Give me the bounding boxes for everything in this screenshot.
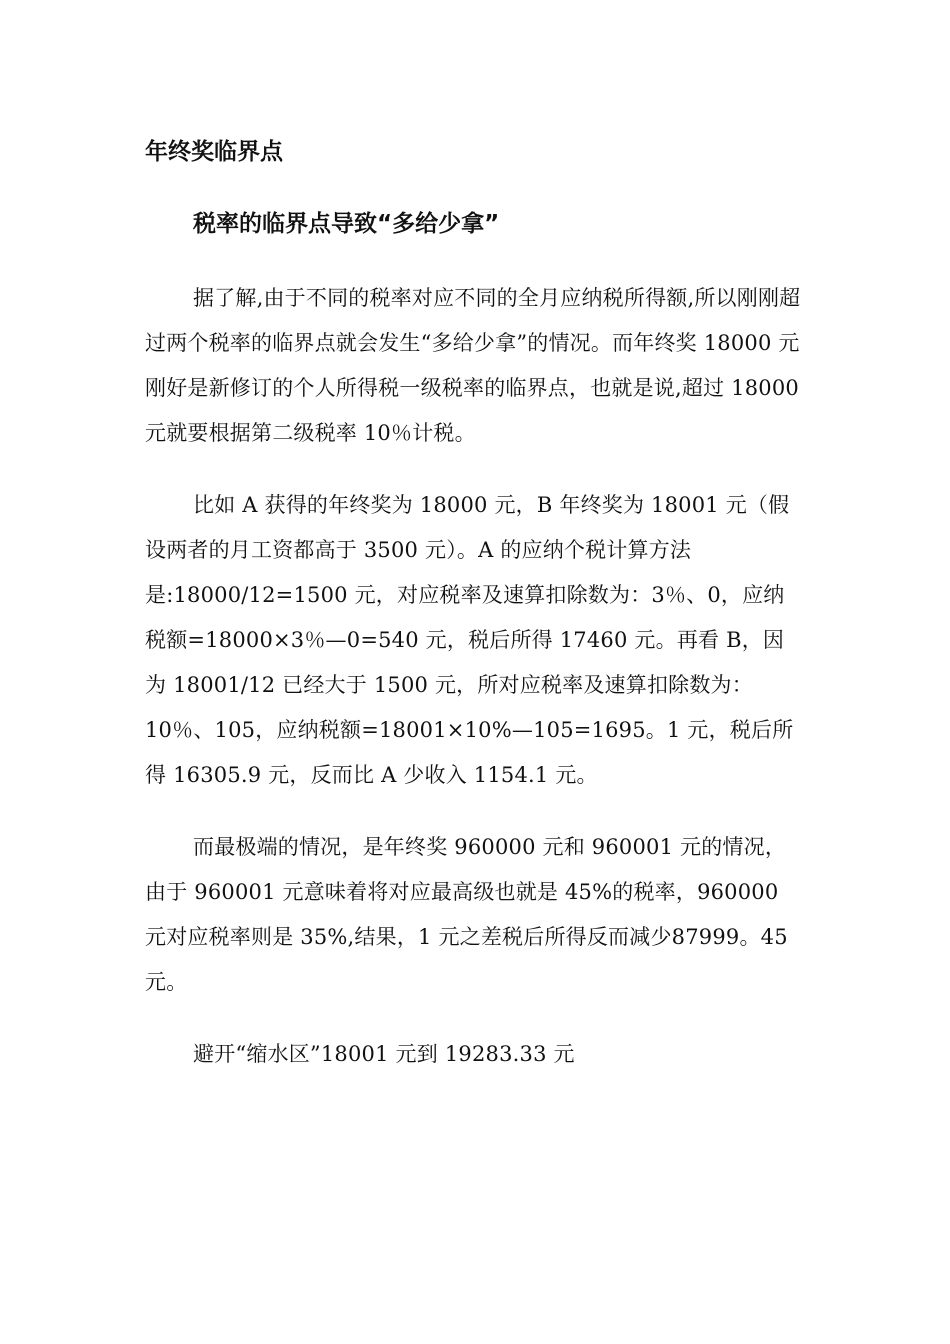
paragraph-extreme-case: 而最极端的情况，是年终奖 960000 元和 960001 元的情况，由于 960001 元意味着将对应最高级也就是 45%的税率，960000 元对应税率则是 35%,结果，1 元之差税后所得反而减少87999。45 元。 <box>145 835 788 994</box>
paragraph-threshold-intro: 据了解,由于不同的税率对应不同的全月应纳税所得额,所以刚刚超过两个税率的临界点就会发生“多给少拿”的情况。而年终奖 18000 元刚好是新修订的个人所得税一级税率的临界点，也就是说,超过 18000 元就要根据第二级税率 10％计税。 <box>145 286 801 445</box>
document-body <box>145 127 805 1077</box>
section-heading: 税率的临界点导致“多给少拿” <box>193 211 500 237</box>
document-title: 年终奖临界点 <box>145 139 283 165</box>
paragraph-example-a-b: 比如 A 获得的年终奖为 18000 元，B 年终奖为 18001 元（假设两者的月工资都高于 3500 元）。A 的应纳个税计算方法是:18000/12=1500 元，对应税率及速算扣除数为：3％、0，应纳税额=18000×3％—0=540 元，税后所得 17460 元。再看 B，因为 18001/12 已经大于 1500 元，所对应税率及速算扣除数为：10％、105，应纳税额=18001×10%—105=1695。1 元，税后所得 16305.9 元，反而比 A 少收入 1154.1 元。 <box>145 493 794 787</box>
paragraph-avoid-zone: 避开“缩水区”18001 元到 19283.33 元 <box>193 1042 575 1066</box>
